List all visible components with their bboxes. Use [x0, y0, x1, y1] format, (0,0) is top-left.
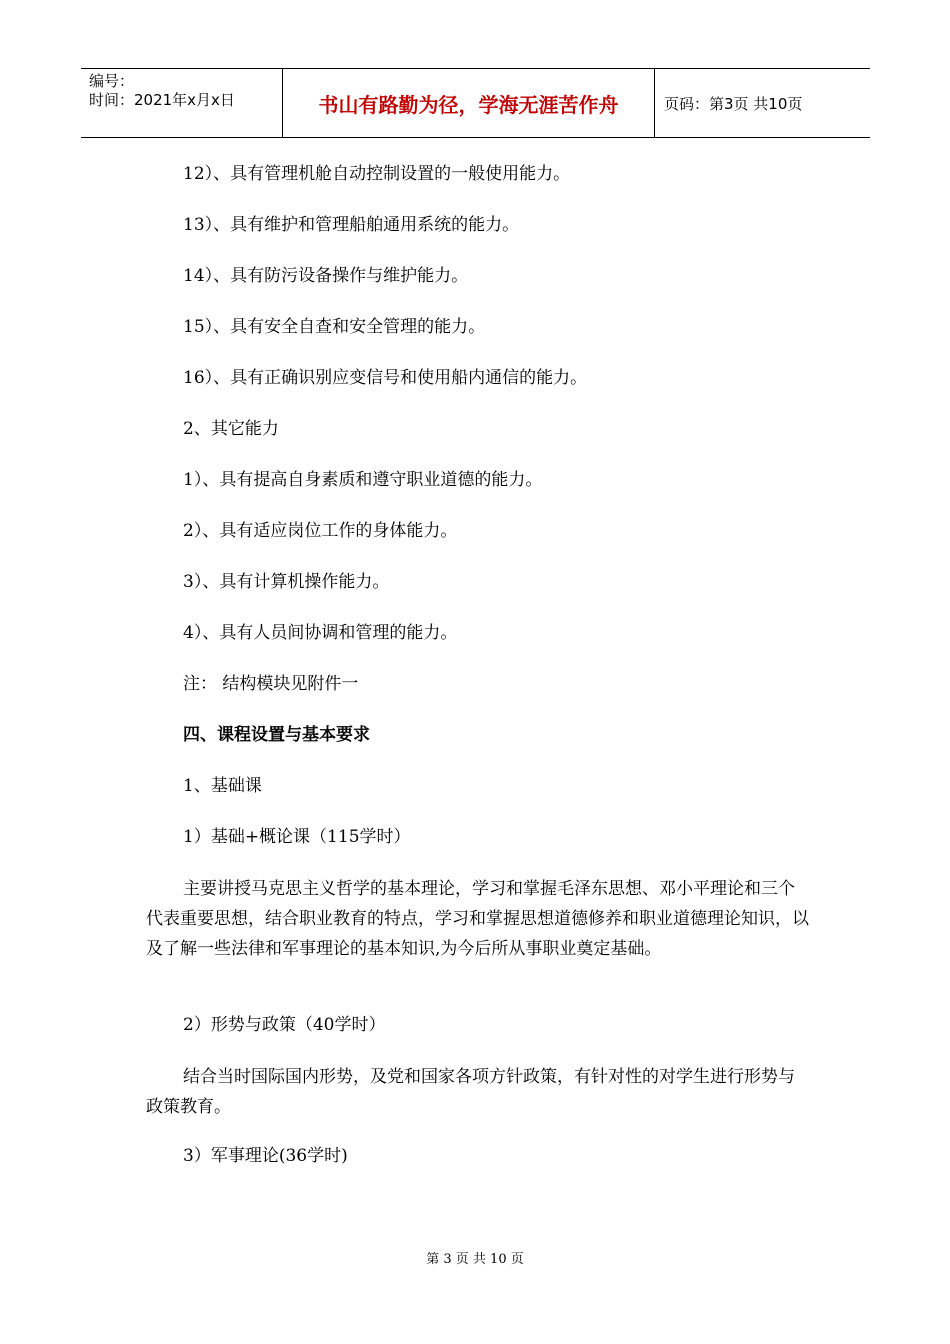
- header-motto: 书山有路勤为径，学海无涯苦作舟: [283, 69, 655, 137]
- list-item: 3）、具有计算机操作能力。: [183, 572, 390, 592]
- document-number-label: 编号：: [89, 72, 135, 90]
- section-heading: 四、课程设置与基本要求: [183, 725, 370, 745]
- course-description: 结合当时国际国内形势，及党和国家各项方针政策，有针对性的对学生进行形势与政策教育。: [146, 1067, 795, 1117]
- subsection-heading: 1、基础课: [183, 776, 262, 796]
- document-time-label: 时间：2021年x月x日: [89, 91, 235, 109]
- list-item: 2）、具有适应岗位工作的身体能力。: [183, 521, 458, 541]
- document-header: [81, 68, 870, 138]
- course-title: 1）基础+概论课（115学时）: [183, 827, 411, 847]
- page-footer: 第 3 页 共 10 页: [426, 1252, 524, 1267]
- note-text: 注： 结构模块见附件一: [183, 674, 359, 694]
- course-title: 3）军事理论(36学时): [183, 1146, 348, 1166]
- list-item: 1）、具有提高自身素质和遵守职业道德的能力。: [183, 470, 543, 490]
- course-title: 2）形势与政策（40学时）: [183, 1015, 386, 1035]
- list-item: 15）、具有安全自查和安全管理的能力。: [183, 317, 486, 337]
- list-item: 12）、具有管理机舱自动控制设置的一般使用能力。: [183, 164, 571, 184]
- list-item: 16）、具有正确识别应变信号和使用船内通信的能力。: [183, 368, 588, 388]
- list-item: 13）、具有维护和管理船舶通用系统的能力。: [183, 215, 520, 235]
- header-page-label: 页码：第3页 共10页: [664, 95, 803, 113]
- course-description: 主要讲授马克思主义哲学的基本理论，学习和掌握毛泽东思想、邓小平理论和三个代表重要思想，结合职业教育的特点，学习和掌握思想道德修养和职业道德理论知识，以及了解一些法律和军事理论的基本知识,为今后所从事职业奠定基础。: [146, 879, 809, 959]
- list-item: 14）、具有防污设备操作与维护能力。: [183, 266, 469, 286]
- header-meta-cell: [81, 69, 283, 137]
- list-item: 4）、具有人员间协调和管理的能力。: [183, 623, 458, 643]
- subsection-heading: 2、其它能力: [183, 419, 279, 439]
